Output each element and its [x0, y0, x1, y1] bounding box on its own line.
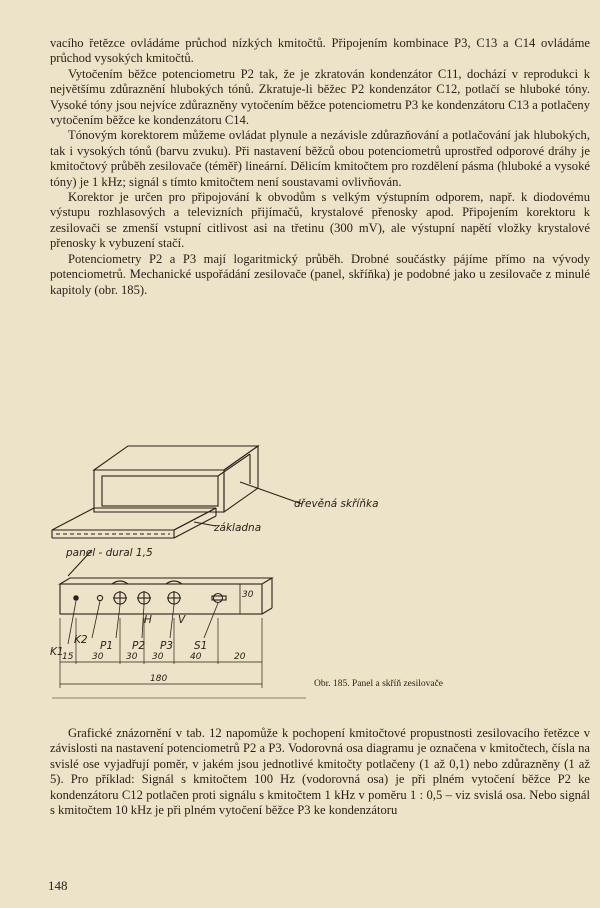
mark-h: H [144, 614, 152, 626]
label-k1: K1 [50, 646, 64, 658]
box-opening [102, 476, 218, 506]
dimension-segment: 15 [62, 652, 74, 662]
page-number: 148 [48, 878, 68, 893]
box-side-face [224, 446, 258, 512]
dimension-segment: 20 [234, 652, 246, 662]
label-p1: P1 [100, 640, 114, 652]
dimension-segment: 30 [92, 652, 104, 662]
dimension-segment: 40 [190, 652, 202, 662]
paragraph: Potenciometry P2 a P3 mají logaritmický průběh. Drobné součástky pájíme přímo na vývody potenciometrů. Mechanické uspořádání zesilovače (panel, skříňka) je podobné jako u zesilovače z minulé kapitoly (obr. 185). [50, 251, 590, 297]
label-panel: panel - dural 1,5 [66, 547, 153, 559]
mark-v: V [178, 614, 186, 626]
paragraph: Korektor je určen pro připojování k obvodům s velkým výstupním odporem, např. k diodovému výstupu rozhlasových a televizních přijímačů, krystalové přenosky apod. Připojením korektoru k zesilovači se zmenší vstupní citlivost asi na třetinu (300 mV), ale výstupní napětí vložky krystalové přenosky k vybuzení stačí. [50, 190, 590, 251]
front-panel [60, 584, 262, 614]
dimension-segment: 30 [152, 652, 164, 662]
label-p2: P2 [132, 640, 146, 652]
paragraph: Grafické znázornění v tab. 12 napomůže k pochopení kmitočtové propustnosti zesilovacího řetězce v závislosti na nastavení potenciometrů P2 a P3. Vodorovná osa diagramu je označena v kmitočtech, čísla na svislé ose vyjadřují poměr, v jakém jsou jednotlivé kmitočty potlačeny (1 až 0,1) nebo zdůrazněny (1 až 5). Pro příklad: Signál s kmitočtem 100 Hz (vodorovná osa) je při plném vytočení běžce P2 ke kondenzátoru C12 potlačen proti signálu s kmitočtem 1 kHz v poměru 1 : 0,5 – viz svislá osa. Nebo signál s kmitočtem 10 kHz je při plném vytočení běžce P3 ke kondenzátoru [50, 726, 590, 818]
paragraph: vacího řetězce ovládáme průchod nízkých kmitočtů. Připojením kombinace P3, C13 a C14 ovládáme průchod vysokých kmitočtů. [50, 36, 590, 66]
base-plate-top [52, 508, 216, 530]
paragraph: Vytočením běžce potenciometru P2 tak, že je zkratován kondenzátor C11, dochází v reprodukci k největšímu zdůraznění hlubokých tónů. Zkratuje-li běžec P2 kondenzátor C12, potlačí se hluboké tóny. Vysoké tóny jsou nejvíce zdůrazněny vytočením běžce potenciometru P3 ke kondenzátoru C13 a potlačeny vytočením běžce ke kondenzátoru C14. [50, 66, 590, 128]
panel-drawing [44, 412, 524, 712]
label-wooden-box: dřevěná skříňka [294, 498, 379, 510]
label-s1: S1 [194, 640, 208, 652]
text-block-bottom [50, 726, 590, 818]
text-block-top [50, 36, 590, 298]
dimension-height: 30 [242, 590, 254, 600]
label-p3: P3 [160, 640, 174, 652]
label-base: základna [214, 522, 262, 534]
figure-caption: Obr. 185. Panel a skříň zesilovače [314, 679, 444, 689]
dimension-total: 180 [150, 674, 168, 684]
box-top-face [94, 446, 258, 470]
panel-top-edge [60, 578, 272, 584]
label-k2: K2 [74, 634, 88, 646]
paragraph: Tónovým korektorem můžeme ovládat plynule a nezávisle zdůrazňování a potlačování jak hlubokých, tak i vysokých tónů (barvu zvuku). Při nastavení běžců obou potenciometrů uprostřed odporové dráhy je kmitočtový průběh zesilovače (téměř) lineární. Dělicím kmitočtem pro rozdělení pásma (hluboké a vysoké tóny) je 1 kHz; signál s tímto kmitočtem není soustavami ovlivňován. [50, 128, 590, 189]
figure-185 [44, 412, 524, 712]
dimension-segment: 30 [126, 652, 138, 662]
